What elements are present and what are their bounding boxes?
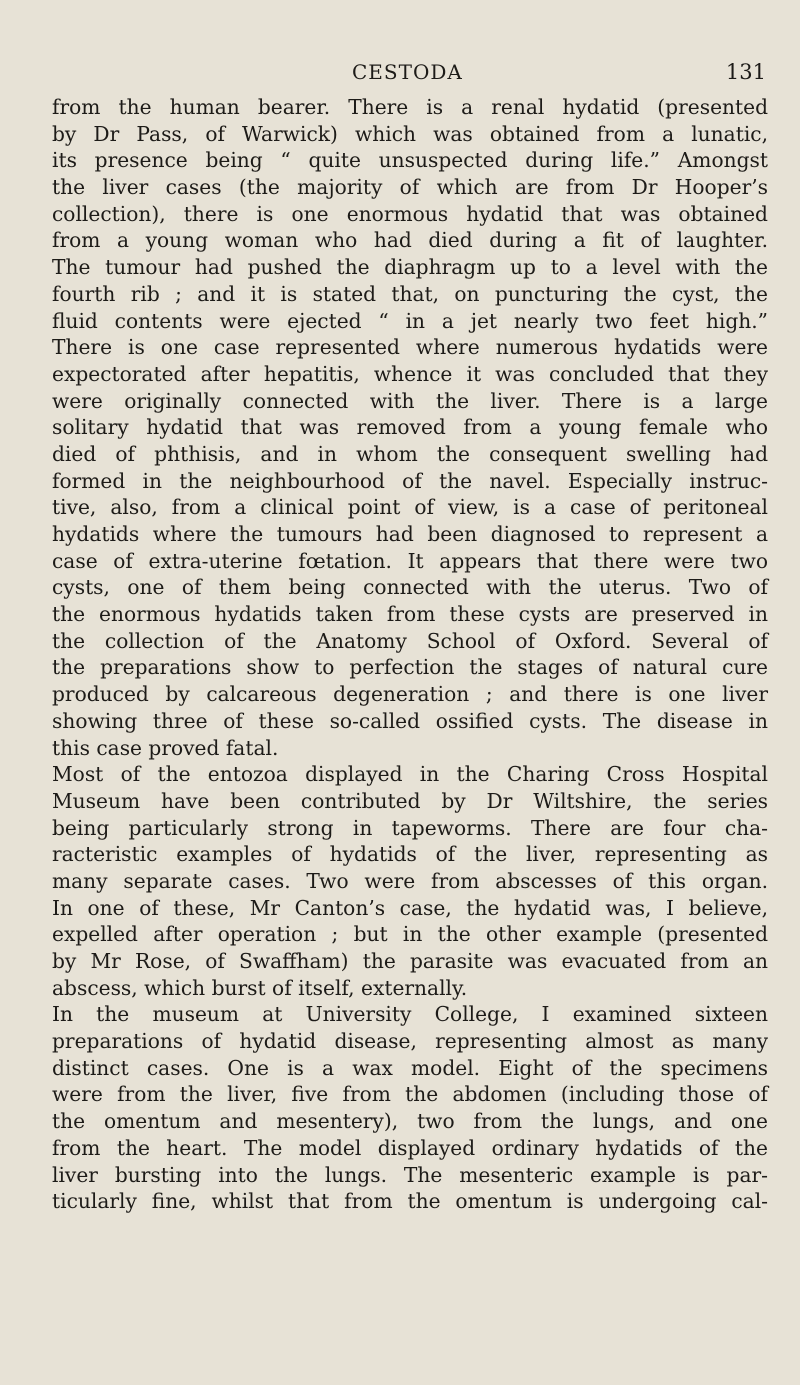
- text-line: expectorated after hepatitis, whence it was concluded that they: [52, 361, 768, 386]
- text-line: were originally connected with the liver. There is a large: [52, 388, 768, 413]
- text-line: hydatids where the tumours had been diagnosed to represent a: [52, 522, 768, 546]
- text-line: the collection of the Anatomy School of Oxford. Several of: [52, 628, 768, 653]
- text-line: were from the liver, five from the abdomen (including those of: [52, 1082, 768, 1107]
- text-line: distinct cases. One is a wax model. Eight of the specimens: [52, 1055, 768, 1080]
- text-line: by Dr Pass, of Warwick) which was obtained from a lunatic,: [52, 121, 768, 146]
- page-number: 131: [725, 60, 766, 84]
- text-line: died of phthisis, and in whom the consequent swelling had: [52, 441, 768, 466]
- text-line: Museum have been contributed by Dr Wiltshire, the series: [52, 788, 768, 813]
- text-line: In the museum at University College, I examined sixteen: [52, 1002, 768, 1027]
- text-line: its presence being “ quite unsuspected during life.” Amongst: [52, 148, 768, 173]
- text-line: from the human bearer. There is a renal hydatid (presented: [52, 95, 768, 119]
- text-line: In one of these, Mr Canton’s case, the hydatid was, I believe,: [52, 895, 768, 920]
- text-line: preparations of hydatid disease, representing almost as many: [52, 1029, 768, 1054]
- text-line: from a young woman who had died during a fit of laughter.: [52, 228, 768, 253]
- text-line: formed in the neighbourhood of the navel. Especially instruc-: [52, 468, 768, 493]
- text-line: the enormous hydatids taken from these cysts are preserved in: [52, 602, 768, 627]
- text-line: case of extra-uterine fœtation. It appears that there were two: [52, 548, 768, 573]
- text-line: racteristic examples of hydatids of the liver, representing as: [52, 842, 768, 867]
- text-line: produced by calcareous degeneration ; and there is one liver: [52, 682, 768, 707]
- text-line: the preparations show to perfection the stages of natural cure: [52, 655, 768, 680]
- text-line: many separate cases. Two were from abscesses of this organ.: [52, 868, 768, 893]
- text-line: fourth rib ; and it is stated that, on puncturing the cyst, the: [52, 281, 768, 306]
- text-line: collection), there is one enormous hydatid that was obtained: [52, 201, 768, 226]
- text-line: the liver cases (the majority of which are from Dr Hooper’s: [52, 175, 768, 200]
- text-line: There is one case represented where numerous hydatids were: [52, 335, 768, 360]
- text-line: cysts, one of them being connected with the uterus. Two of: [52, 575, 768, 600]
- text-line: showing three of these so-called ossified cysts. The disease in: [52, 708, 768, 733]
- text-line: liver bursting into the lungs. The mesenteric example is par-: [52, 1162, 768, 1187]
- text-line: solitary hydatid that was removed from a young female who: [52, 415, 768, 440]
- running-head-title: CESTODA: [352, 60, 463, 84]
- text-line: abscess, which burst of itself, externally.: [52, 975, 468, 1000]
- text-line: from the heart. The model displayed ordinary hydatids of the: [52, 1135, 768, 1160]
- text-line: ticularly fine, whilst that from the omentum is undergoing cal-: [52, 1189, 768, 1214]
- text-line: fluid contents were ejected “ in a jet nearly two feet high.”: [52, 308, 768, 333]
- text-line: being particularly strong in tapeworms. There are four cha-: [52, 815, 768, 840]
- running-head: [0, 60, 800, 86]
- text-line: the omentum and mesentery), two from the lungs, and one: [52, 1109, 768, 1134]
- text-line: tive, also, from a clinical point of view, is a case of peritoneal: [52, 495, 768, 520]
- text-line: expelled after operation ; but in the other example (presented: [52, 922, 768, 947]
- body-text: [52, 94, 768, 1215]
- text-line: The tumour had pushed the diaphragm up to a level with the: [52, 255, 768, 280]
- text-line: by Mr Rose, of Swaffham) the parasite was evacuated from an: [52, 949, 768, 973]
- text-line: this case proved fatal.: [52, 735, 279, 760]
- text-line: Most of the entozoa displayed in the Charing Cross Hospital: [52, 762, 768, 787]
